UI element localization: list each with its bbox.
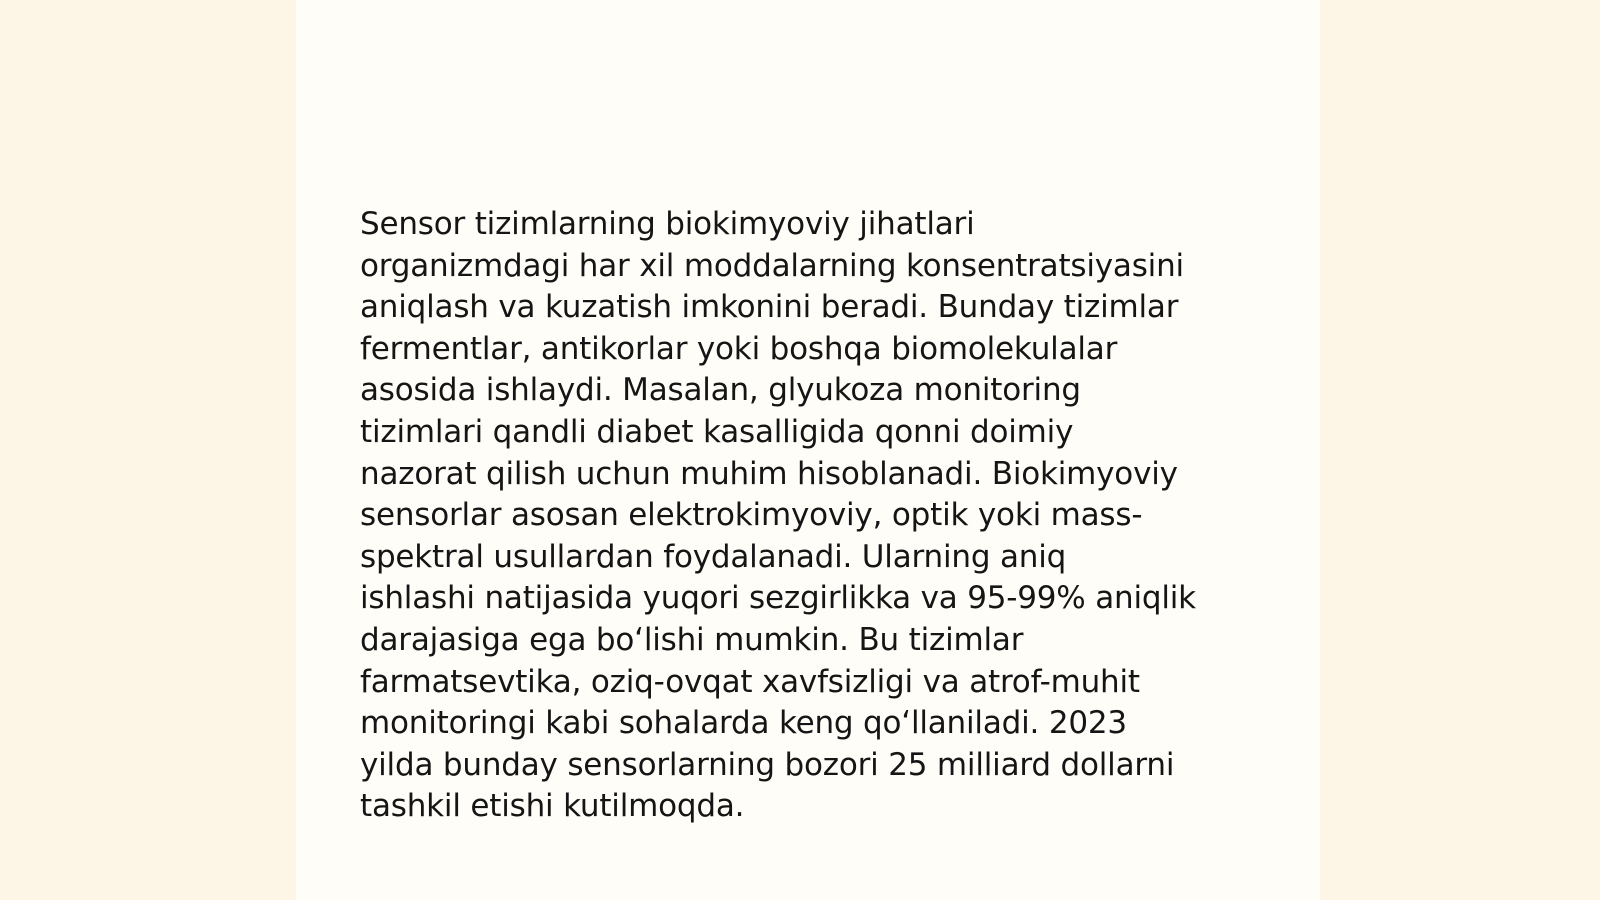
paragraph-line: asosida ishlaydi. Masalan, glyukoza monitoring [360,372,1081,409]
paragraph-line: ishlashi natijasida yuqori sezgirlikka va 95-99% aniqlik [360,580,1196,617]
body-paragraph [360,204,1260,828]
paragraph-line: tizimlari qandli diabet kasalligida qonni doimiy [360,413,1074,450]
paragraph-line: darajasiga ega bo‘lishi mumkin. Bu tizimlar [360,621,1024,658]
paragraph-line: spektral usullardan foydalanadi. Ularning aniq [360,538,1067,575]
document-page [296,0,1320,900]
paragraph-line: aniqlash va kuzatish imkonini beradi. Bunday tizimlar [360,289,1179,326]
paragraph-line: sensorlar asosan elektrokimyoviy, optik yoki mass- [360,497,1143,534]
paragraph-line: nazorat qilish uchun muhim hisoblanadi. Biokimyoviy [360,455,1178,492]
paragraph-line: tashkil etishi kutilmoqda. [360,788,745,825]
paragraph-line: yilda bunday sensorlarning bozori 25 milliard dollarni [360,746,1175,783]
paragraph-line: fermentlar, antikorlar yoki boshqa biomolekulalar [360,330,1118,367]
paragraph-line: organizmdagi har xil moddalarning konsentratsiyasini [360,247,1184,284]
paragraph-line: farmatsevtika, oziq-ovqat xavfsizligi va atrof-muhit [360,663,1140,700]
paragraph-line: Sensor tizimlarning biokimyoviy jihatlari [360,206,975,242]
paragraph-line: monitoringi kabi sohalarda keng qo‘llaniladi. 2023 [360,705,1127,742]
